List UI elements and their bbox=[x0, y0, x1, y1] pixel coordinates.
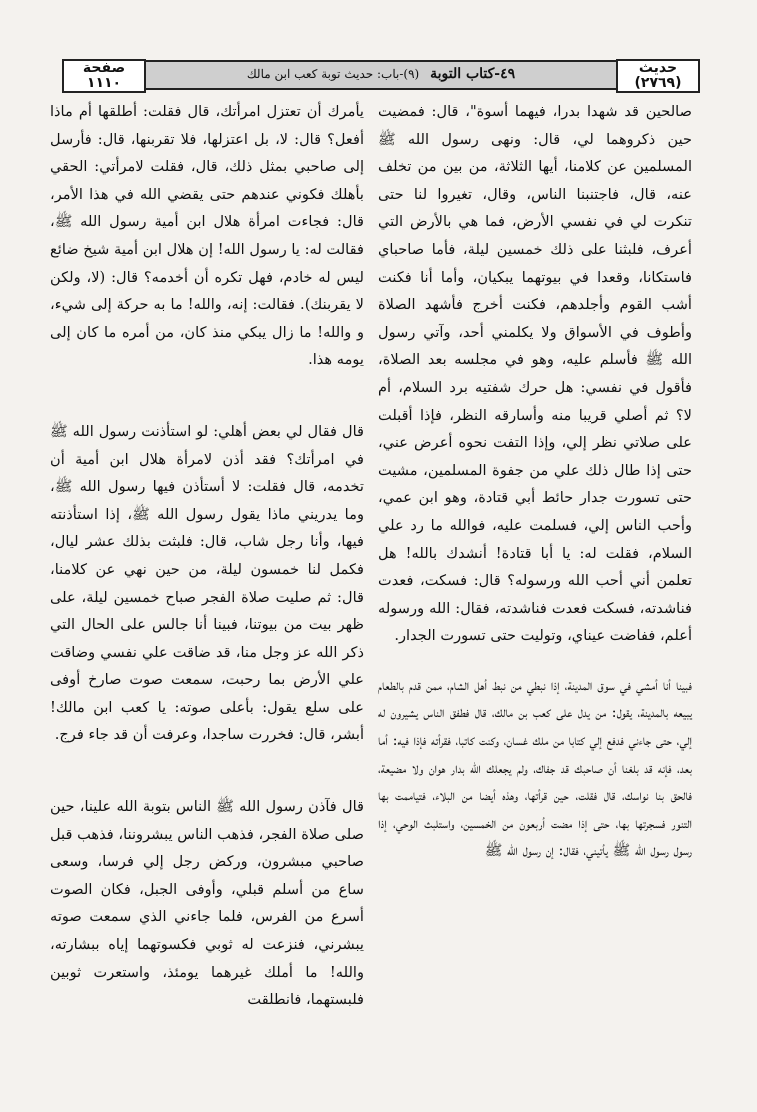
right-text-column bbox=[378, 98, 692, 865]
hadith-number-box bbox=[616, 59, 700, 93]
hadith-label: حديث bbox=[638, 60, 678, 76]
page-number-box bbox=[62, 59, 146, 93]
paragraph: قال فآذن رسول الله ﷺ الناس بتوبة الله علينا، حين صلى صلاة الفجر، فذهب الناس يبشروننا، فذهب قبل صاحبي مبشرون، وركض رجل إلي فرسا، وسعى ساع من أسلم قبلي، وأوفى الجبل، فكان الصوت أسرع من الفرس، فلما جاءني الذي سمعت صوته يبشرني، فنزعت له ثوبي فكسوتهما إياه ببشارته، والله! ما أملك غيرهما يومئذ، واستعرت ثوبين فلبستهما، فانطلقت bbox=[50, 798, 364, 1009]
paragraph: يأمرك أن تعتزل امرأتك، قال فقلت: أطلقها أم ماذا أفعل؟ قال: لا، بل اعتزلها، فلا تقربنها، قال: فأرسل إلى صاحبي بمثل ذلك، قال، فقلت لامرأتي: الحقي بأهلك فكوني عندهم حتى يقضي الله في هذا الأمر، قال: فجاءت امرأة هلال ابن أمية رسول الله ﷺ، فقالت له: يا رسول الله! إن هلال ابن أمية شيخ ضائع ليس له خادم، فهل تكره أن أخدمه؟ قال: (لا، ولكن لا يقربنك). فقالت: إنه، والله! ما به حركة إلى شيء، و والله! ما زال يبكي منذ كان، من أمره ما كان إلى يومه هذا. bbox=[50, 103, 364, 369]
hadith-number: (٢٧٦٩) bbox=[634, 75, 682, 91]
left-text-column bbox=[50, 98, 364, 1014]
page-number: ١١١٠ bbox=[86, 75, 122, 91]
paragraph: فبينا أنا أمشي في سوق المدينة، إذا نبطي من نبط أهل الشام، ممن قدم بالطعام يبيعه بالمدينة، يقول: من يدل على كعب بن مالك، قال فطفق الناس يشيرون له إلي، حتى جاءني فدفع إلي كتابا من ملك غسان، وكنت كاتبا، فقرأته فإذا فيه: أما بعد، فإنه قد بلغنا أن صاحبك قد جفاك، ولم يجعلك الله بدار هوان ولا مضيعة، فالحق بنا نواسك، قال فقلت، حين قرأتها، وهذه أيضا من البلاء، فتياممت بها التنور فسجرتها بها، حتى إذا مضت أربعون من الخمسين، واستلبث الوحي، إذا رسول رسول الله ﷺ يأتيني، فقال: إن رسول الله ﷺ bbox=[378, 676, 692, 860]
book-chapter-title bbox=[158, 66, 604, 82]
paragraph: صالحين قد شهدا بدرا، فيهما أسوة"، قال: فمضيت حين ذكروهما لي، قال: ونهى رسول الله ﷺ المسلمين عن كلامنا، أيها الثلاثة، من بين من تخلف عنه، قال، فاجتنبنا الناس، وقال، تغيروا لنا حتى تنكرت لي في نفسي الأرض، فما هي بالأرض التي أعرف، فلبثنا على ذلك خمسين ليلة، فأما صاحباي فاستكانا، وقعدا في بيوتهما يبكيان، وأما أنا فكنت أشب القوم وأجلدهم، فكنت أخرج فأشهد الصلاة وأطوف في الأسواق ولا يكلمني أحد، وآتي رسول الله ﷺ فأسلم عليه، وهو في مجلسه بعد الصلاة، فأقول في نفسي: هل حرك شفتيه برد السلام، أم لا؟ ثم أصلي قريبا منه وأسارقه النظر، فإذا أقبلت على صلاتي نظر إلي، وإذا التفت نحوه أعرض عني، حتى إذا طال ذلك علي من جفوة المسلمين، مشيت حتى تسورت جدار حائط أبي قتادة، وهو ابن عمي، وأحب الناس إلي، فسلمت عليه، فوالله ما رد علي السلام، فقلت له: يا أبا قتادة! أنشدك بالله! هل تعلمن أني أحب الله ورسوله؟ قال: فسكت، فعدت فناشدته، فسكت فعدت فناشدته، فقال: الله ورسوله أعلم، ففاضت عيناي، وتوليت حتى تسورت الجدار. bbox=[378, 103, 692, 645]
chapter-title: (٩)-باب: حديث توبة كعب ابن مالك bbox=[246, 67, 420, 81]
page-header bbox=[66, 60, 696, 90]
page-label: صفحة bbox=[82, 60, 126, 76]
book-title: ٤٩-كتاب التوبة bbox=[430, 66, 516, 82]
paragraph: قال فقال لي بعض أهلي: لو استأذنت رسول الله ﷺ في امرأتك؟ فقد أذن لامرأة هلال ابن أمية أن تخدمه، قال فقلت: لا أستأذن فيها رسول الله ﷺ، وما يدريني ماذا يقول رسول الله ﷺ، إذا استأذنته فيها، وأنا رجل شاب، قال: فلبثت بذلك عشر ليال، فكمل لنا خمسون ليلة، من حين نهي عن كلامنا، قال: ثم صليت صلاة الفجر صباح خمسين ليلة، على ظهر بيت من بيوتنا، فبينا أنا جالس على الحال التي ذكر الله عز وجل منا، قد ضاقت علي نفسي وضاقت علي الأرض بما رحبت، سمعت صوت صارخ أوفى على سلع يقول: بأعلى صوته: يا كعب ابن مالك! أبشر، قال: فخررت ساجدا، وعرفت أن قد جاء فرج. bbox=[50, 422, 364, 744]
